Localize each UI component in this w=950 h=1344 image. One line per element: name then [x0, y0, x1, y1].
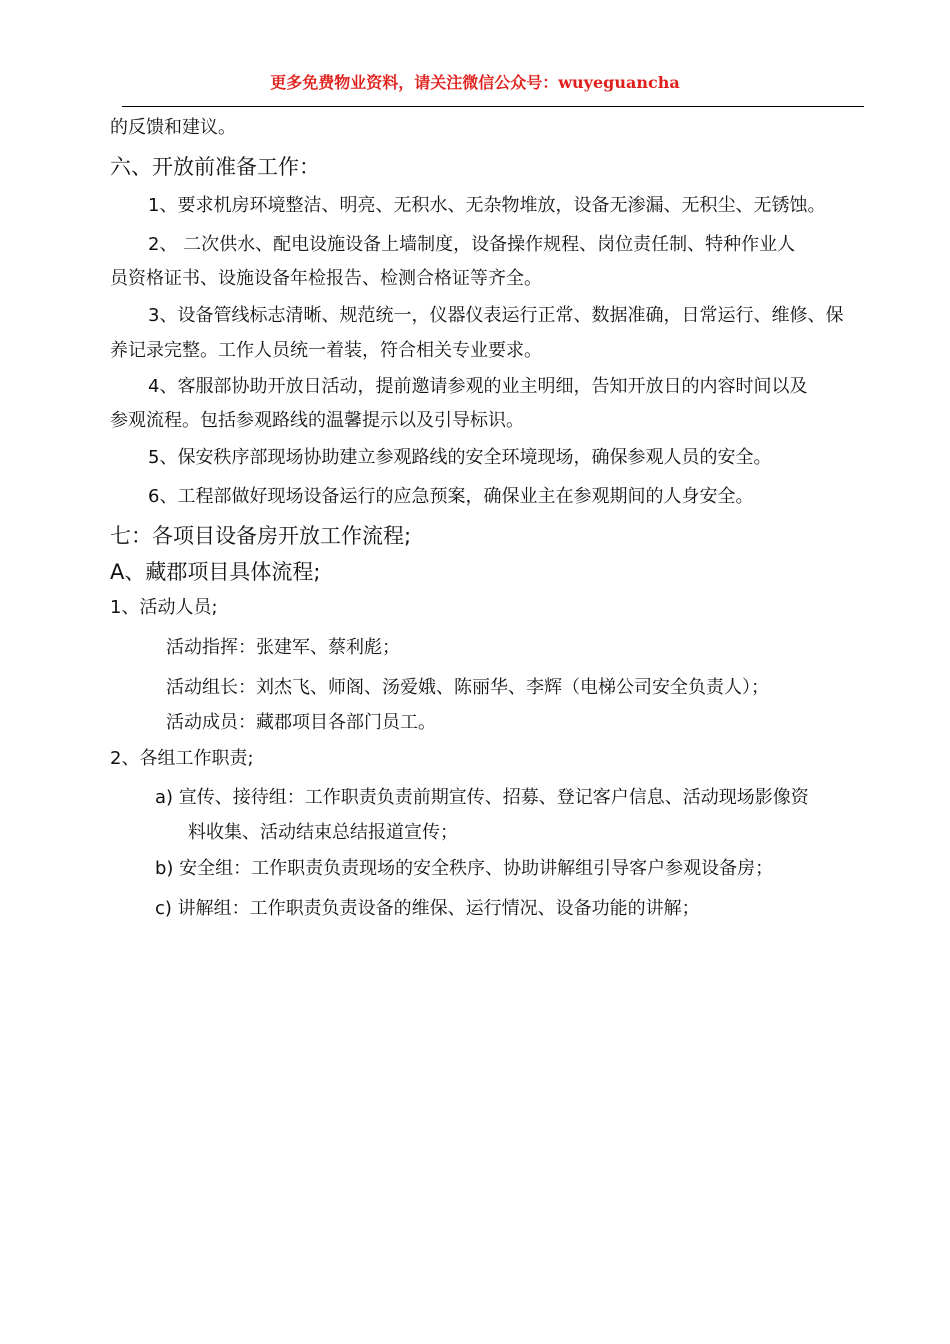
section-6-item-6: 6、工程部做好现场设备运行的应急预案，确保业主在参观期间的人身安全。: [148, 486, 754, 507]
section-6-item-3-cont: 养记录完整。工作人员统一着装，符合相关专业要求。: [110, 340, 542, 361]
section-6-item-3: 3、设备管线标志清晰、规范统一，仪器仪表运行正常、数据准确，日常运行、维修、保: [148, 305, 844, 326]
section-7-subheading: A、藏郡项目具体流程;: [110, 560, 321, 584]
section-6-item-2-cont: 员资格证书、设施设备年检报告、检测合格证等齐全。: [110, 268, 542, 289]
section-7-heading: 七：各项目设备房开放工作流程;: [110, 524, 412, 548]
section-6-item-5: 5、保安秩序部现场协助建立参观路线的安全环境现场，确保参观人员的安全。: [148, 447, 772, 468]
activity-commander: 活动指挥：张建军、蔡利彪；: [166, 637, 400, 658]
part-2-title: 2、各组工作职责;: [110, 748, 254, 769]
section-6-item-4: 4、客服部协助开放日活动，提前邀请参观的业主明细，告知开放日的内容时间以及: [148, 376, 808, 397]
duty-b: b) 安全组：工作职责负责现场的安全秩序、协助讲解组引导客户参观设备房；: [155, 858, 774, 879]
header-divider: [122, 106, 864, 107]
header-notice: 更多免费物业资料，请关注微信公众号：wuyeguancha: [270, 73, 680, 92]
duty-a: a) 宣传、接待组：工作职责负责前期宣传、招募、登记客户信息、活动现场影像资: [155, 787, 809, 808]
section-6-item-2: 2、 二次供水、配电设施设备上墙制度，设备操作规程、岗位责任制、特种作业人: [148, 234, 796, 255]
carryover-text: 的反馈和建议。: [110, 117, 236, 138]
duty-c: c) 讲解组：工作职责负责设备的维保、运行情况、设备功能的讲解；: [155, 898, 700, 919]
part-1-title: 1、活动人员;: [110, 597, 218, 618]
activity-members: 活动成员：藏郡项目各部门员工。: [166, 712, 436, 733]
activity-leaders: 活动组长：刘杰飞、师阁、汤爱娥、陈丽华、李辉（电梯公司安全负责人）；: [166, 677, 769, 698]
section-6-heading: 六、开放前准备工作：: [110, 155, 320, 179]
duty-a-cont: 料收集、活动结束总结报道宣传；: [188, 822, 458, 843]
section-6-item-1: 1、要求机房环境整洁、明亮、无积水、无杂物堆放，设备无渗漏、无积尘、无锈蚀。: [148, 195, 826, 216]
section-6-item-4-cont: 参观流程。包括参观路线的温馨提示以及引导标识。: [110, 410, 524, 431]
